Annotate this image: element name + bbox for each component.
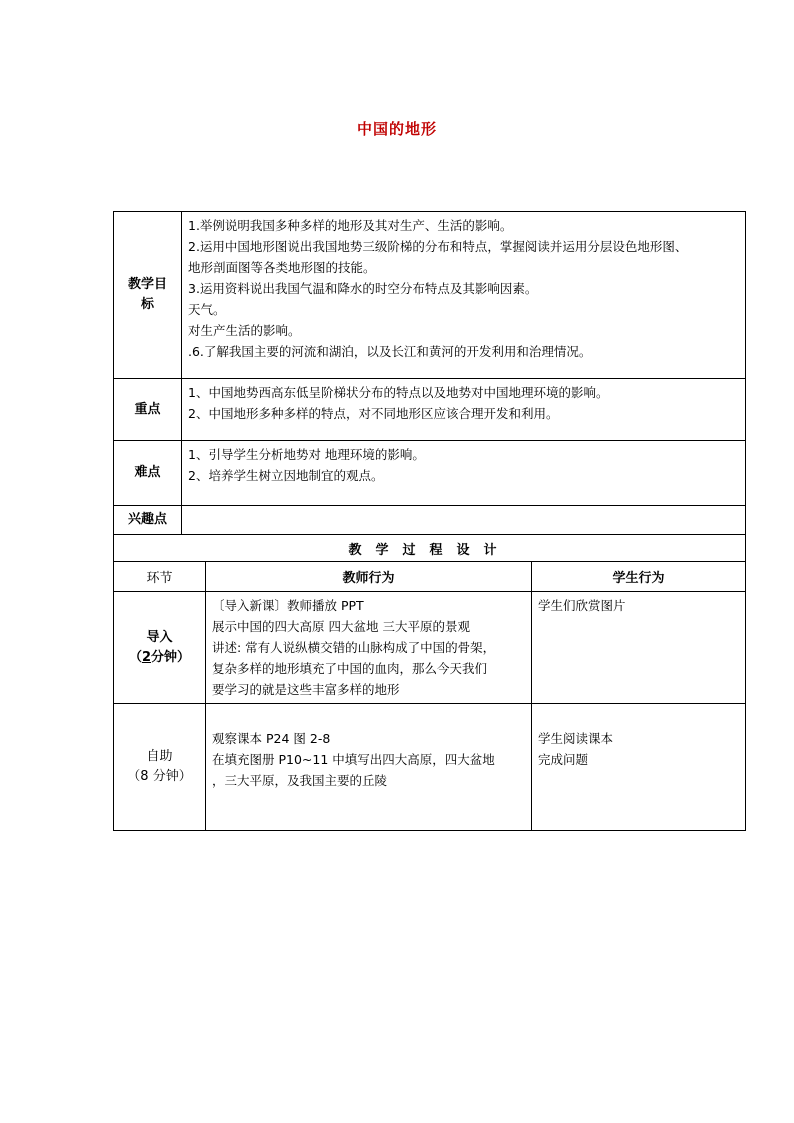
objectives-label [114,212,182,379]
objective-line: 地形剖面图等各类地形图的技能。 [188,260,376,275]
key-point-line: 2、中国地形多种多样的特点，对不同地形区应该合理开发和利用。 [188,406,559,421]
objective-line: .6.了解我国主要的河流和湖泊，以及长江和黄河的开发利用和治理情况。 [188,344,592,359]
stage-intro-time [114,648,205,668]
process-design-title: 教学过程设计 [114,535,746,562]
student-column-header: 学生行为 [532,562,746,592]
student-actions-intro [532,592,746,704]
key-point-line: 1、中国地势西高东低呈阶梯状分布的特点以及地势对中国地理环境的影响。 [188,385,609,400]
stage-intro-close: 分钟） [151,649,191,665]
teacher-line: 复杂多样的地形填充了中国的血肉，那么今天我们 [212,661,488,676]
stage-self-study [114,704,206,831]
objective-line: 对生产生活的影响。 [188,323,301,338]
difficulties-content [182,441,746,506]
student-line: 完成问题 [538,752,589,767]
student-line: 学生阅读课本 [538,731,614,746]
process-row-self-study [114,704,746,831]
student-actions-self-study [532,704,746,831]
teacher-actions-intro [206,592,532,704]
teacher-line: ，三大平原，及我国主要的丘陵 [212,773,388,788]
lesson-plan-table [113,211,746,831]
teacher-column-header: 教师行为 [206,562,532,592]
process-title-row [114,535,746,562]
stage-self-study-time: （8 分钟） [127,769,192,784]
objective-line: 2.运用中国地形图说出我国地势三级阶梯的分布和特点，掌握阅读并运用分层设色地形图、 [188,239,688,254]
teacher-line: 讲述: 常有人说纵横交错的山脉构成了中国的骨架， [212,640,496,655]
key-points-row [114,379,746,441]
objective-line: 天气。 [188,302,226,317]
teacher-actions-self-study [206,704,532,831]
interest-label: 兴趣点 [114,506,182,535]
difficulty-line: 2、培养学生树立因地制宜的观点。 [188,468,384,483]
stage-column-header: 环节 [114,562,206,592]
key-points-content [182,379,746,441]
stage-intro-title: 导入 [146,629,173,645]
stage-intro [114,592,206,704]
stage-intro-open: （ [128,649,142,665]
objectives-row [114,212,746,379]
process-row-intro [114,592,746,704]
teacher-line: 在填充图册 P10~11 中填写出四大高原，四大盆地 [212,752,495,767]
stage-intro-minutes: 2 [141,649,152,665]
teacher-line: 要学习的就是这些丰富多样的地形 [212,682,400,697]
page-title: 中国的地形 [356,120,437,138]
student-line: 学生们欣赏图片 [538,598,626,613]
objective-line: 1.举例说明我国多种多样的地形及其对生产、生活的影响。 [188,218,513,233]
objectives-content [182,212,746,379]
teacher-line: 观察课本 P24 图 2-8 [212,731,331,746]
stage-self-study-title: 自助 [146,749,173,764]
difficulties-row [114,441,746,506]
objectives-label-line-1: 教学目 [127,277,167,292]
objective-line: 3.运用资料说出我国气温和降水的时空分布特点及其影响因素。 [188,281,538,296]
teacher-line: 展示中国的四大高原 四大盆地 三大平原的景观 [212,619,470,634]
column-header-row [114,562,746,592]
teacher-line: 〔导入新课〕教师播放 PPT [212,598,364,613]
interest-row [114,506,746,535]
objectives-label-line-2: 标 [140,297,154,312]
interest-content [182,506,746,535]
difficulties-label: 难点 [114,441,182,506]
key-points-label: 重点 [114,379,182,441]
difficulty-line: 1、引导学生分析地势对 地理环境的影响。 [188,447,425,462]
